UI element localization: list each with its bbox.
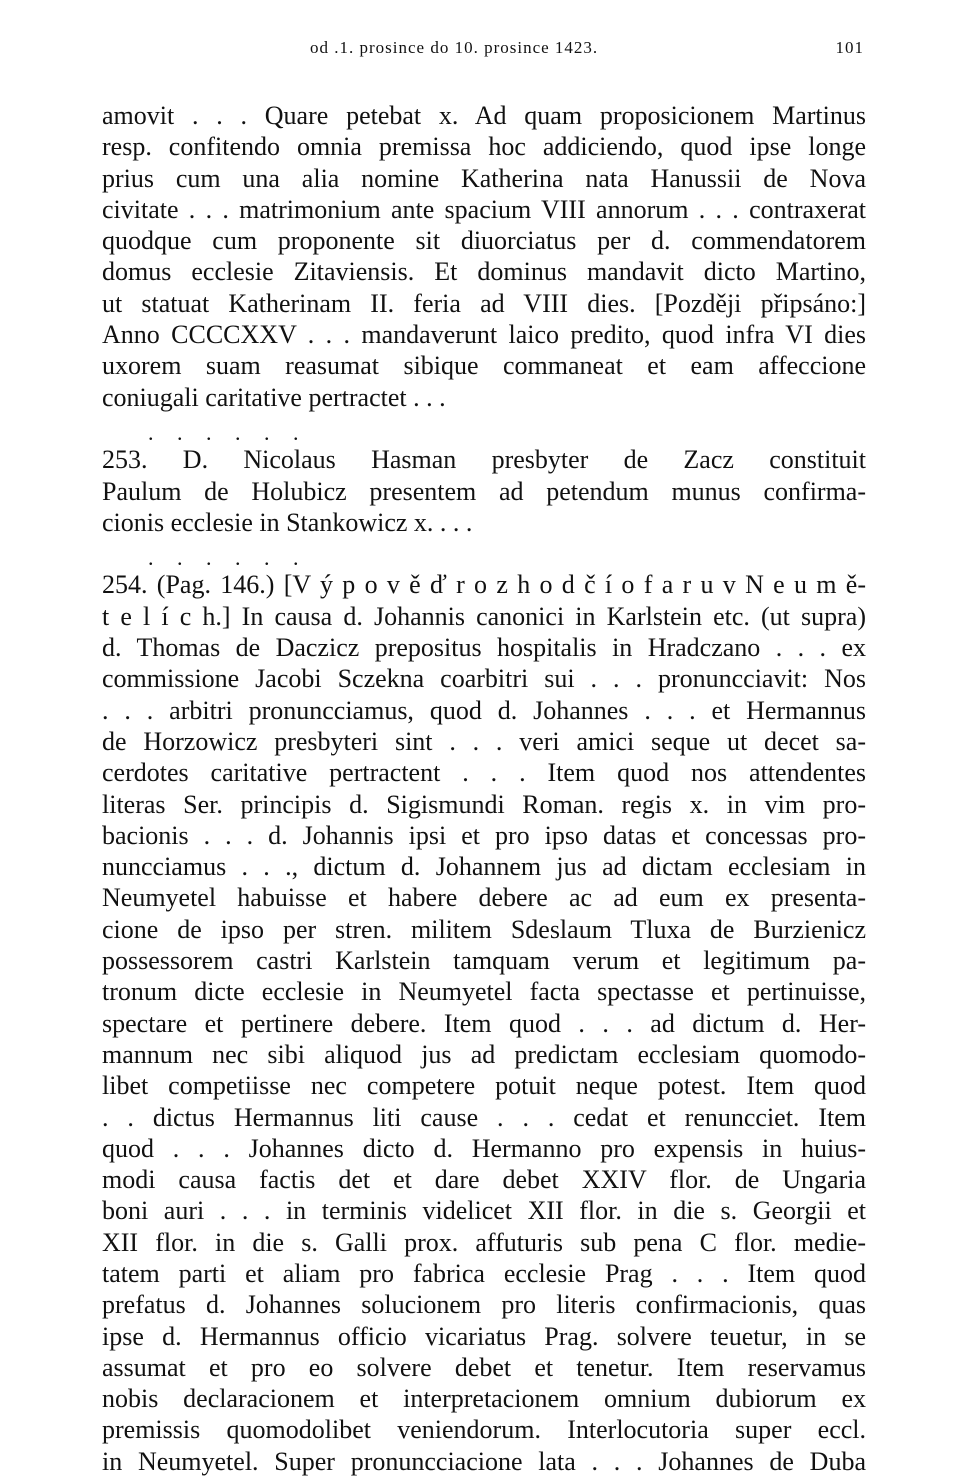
text-line: prefatus d. Johannes solucionem pro literis confirmacionis, quas bbox=[102, 1290, 866, 1320]
text-line: premissis quomodolibet veniendorum. Interlocutoria super eccl. bbox=[102, 1415, 866, 1445]
text-line: 253. D. Nicolaus Hasman presbyter de Zacz constituit bbox=[102, 445, 866, 475]
text-line: cione de ipso per stren. militem Sdeslaum Tluxa de Burzienicz bbox=[102, 914, 866, 944]
ellipsis-separator: . . . . . . bbox=[148, 545, 308, 571]
text-line: assumat et pro eo solvere debet et tenetur. Item reservamus bbox=[102, 1352, 866, 1382]
text-line: uxorem suam reasumat sibique commaneat et eam affeccione bbox=[102, 351, 866, 381]
text-line: domus ecclesie Zitaviensis. Et dominus mandavit dicto Martino, bbox=[102, 257, 866, 287]
text-line: nobis declaracionem et interpretacionem omnium dubiorum ex bbox=[102, 1384, 866, 1414]
text-line: . . . arbitri pronuncciamus, quod d. Johannes . . . et Hermannus bbox=[102, 695, 866, 725]
text-line: amovit . . . Quare petebat x. Ad quam proposicionem Martinus bbox=[102, 101, 866, 130]
text-line: . . dictus Hermannus liti cause . . . cedat et renuncciet. Item bbox=[102, 1102, 866, 1132]
text-line: de Horzowicz presbyteri sint . . . veri amici seque ut decet sa- bbox=[102, 726, 866, 756]
text-line: quodque cum proponente sit diuorciatus per d. commendatorem bbox=[102, 226, 866, 256]
text-line: literas Ser. principis d. Sigismundi Roman. regis x. in vim pro- bbox=[102, 789, 866, 819]
text-line: libet competiisse nec competere potuit neque potest. Item quod bbox=[102, 1071, 866, 1101]
running-header bbox=[102, 34, 866, 68]
text-line: t e l í c h.] In causa d. Johannis canonici in Karlstein etc. (ut supra) bbox=[102, 601, 866, 631]
text-line: possessorem castri Karlstein tamquam verum et legitimum pa- bbox=[102, 946, 866, 976]
text-line: ut statuat Katherinam II. feria ad VIII dies. [Později připsáno:] bbox=[102, 288, 866, 318]
text-line: ipse d. Hermannus officio vicariatus Prag. solvere teuetur, in se bbox=[102, 1321, 866, 1351]
text-line: in Neumyetel. Super pronuncciacione lata . . . Johannes de Duba bbox=[102, 1446, 866, 1476]
text-line: boni auri . . . in terminis videlicet XII flor. in die s. Georgii et bbox=[102, 1196, 866, 1226]
page-number: 101 bbox=[835, 38, 864, 57]
text-line: cerdotes caritative pertractent . . . Item quod nos attendentes bbox=[102, 758, 866, 788]
text-line: mannum nec sibi aliquod jus ad predictam ecclesiam quomodo- bbox=[102, 1039, 866, 1069]
text-line: nuncciamus . . ., dictum d. Johannem jus ad dictam ecclesiam in bbox=[102, 852, 866, 882]
text-line: 254. (Pag. 146.) [V ý p o v ě ď r o z h o d č í o f a r u v N e u m ě- bbox=[102, 570, 866, 600]
text-line: Anno CCCCXXV . . . mandaverunt laico predito, quod infra VI dies bbox=[102, 320, 866, 350]
text-line: coniugali caritative pertractet . . . bbox=[102, 382, 446, 412]
text-line: prius cum una alia nomine Katherina nata Hanussii de Nova bbox=[102, 163, 866, 193]
text-line: quod . . . Johannes dicto d. Hermanno pro expensis in huius- bbox=[102, 1133, 866, 1163]
text-line: modi causa factis det et dare debet XXIV flor. de Ungaria bbox=[102, 1165, 866, 1195]
text-line: commissione Jacobi Sczekna coarbitri sui . . . pronuncciavit: Nos bbox=[102, 664, 866, 694]
text-line: bacionis . . . d. Johannis ipsi et pro ipso datas et concessas pro- bbox=[102, 820, 866, 850]
text-line: d. Thomas de Daczicz prepositus hospitalis in Hradczano . . . ex bbox=[102, 633, 866, 663]
entry-254 bbox=[102, 569, 866, 1477]
text-line: Paulum de Holubicz presentem ad petendum munus confirma- bbox=[102, 476, 866, 506]
entry-253 bbox=[102, 444, 866, 538]
body-text bbox=[102, 100, 866, 1477]
text-line: tatem parti et aliam pro fabrica ecclesie Prag . . . Item quod bbox=[102, 1258, 866, 1288]
text-line: cionis ecclesie in Stankowicz x. . . . bbox=[102, 507, 473, 537]
paragraph-continuation bbox=[102, 100, 866, 413]
running-title: od .1. prosince do 10. prosince 1423. bbox=[310, 38, 599, 57]
book-page bbox=[102, 34, 866, 1477]
ellipsis-separator: . . . . . . bbox=[148, 419, 308, 445]
text-line: Neumyetel habuisse et habere debere ac ad eum ex presenta- bbox=[102, 883, 866, 913]
text-line: resp. confitendo omnia premissa hoc addiciendo, quod ipse longe bbox=[102, 132, 866, 162]
text-line: spectare et pertinere debere. Item quod . . . ad dictum d. Her- bbox=[102, 1008, 866, 1038]
text-line: civitate . . . matrimonium ante spacium VIII annorum . . . contraxerat bbox=[102, 194, 866, 224]
text-line: XII flor. in die s. Galli prox. affuturis sub pena C flor. medie- bbox=[102, 1227, 866, 1257]
text-line: tronum dicte ecclesie in Neumyetel facta spectasse et pertinuisse, bbox=[102, 977, 866, 1007]
